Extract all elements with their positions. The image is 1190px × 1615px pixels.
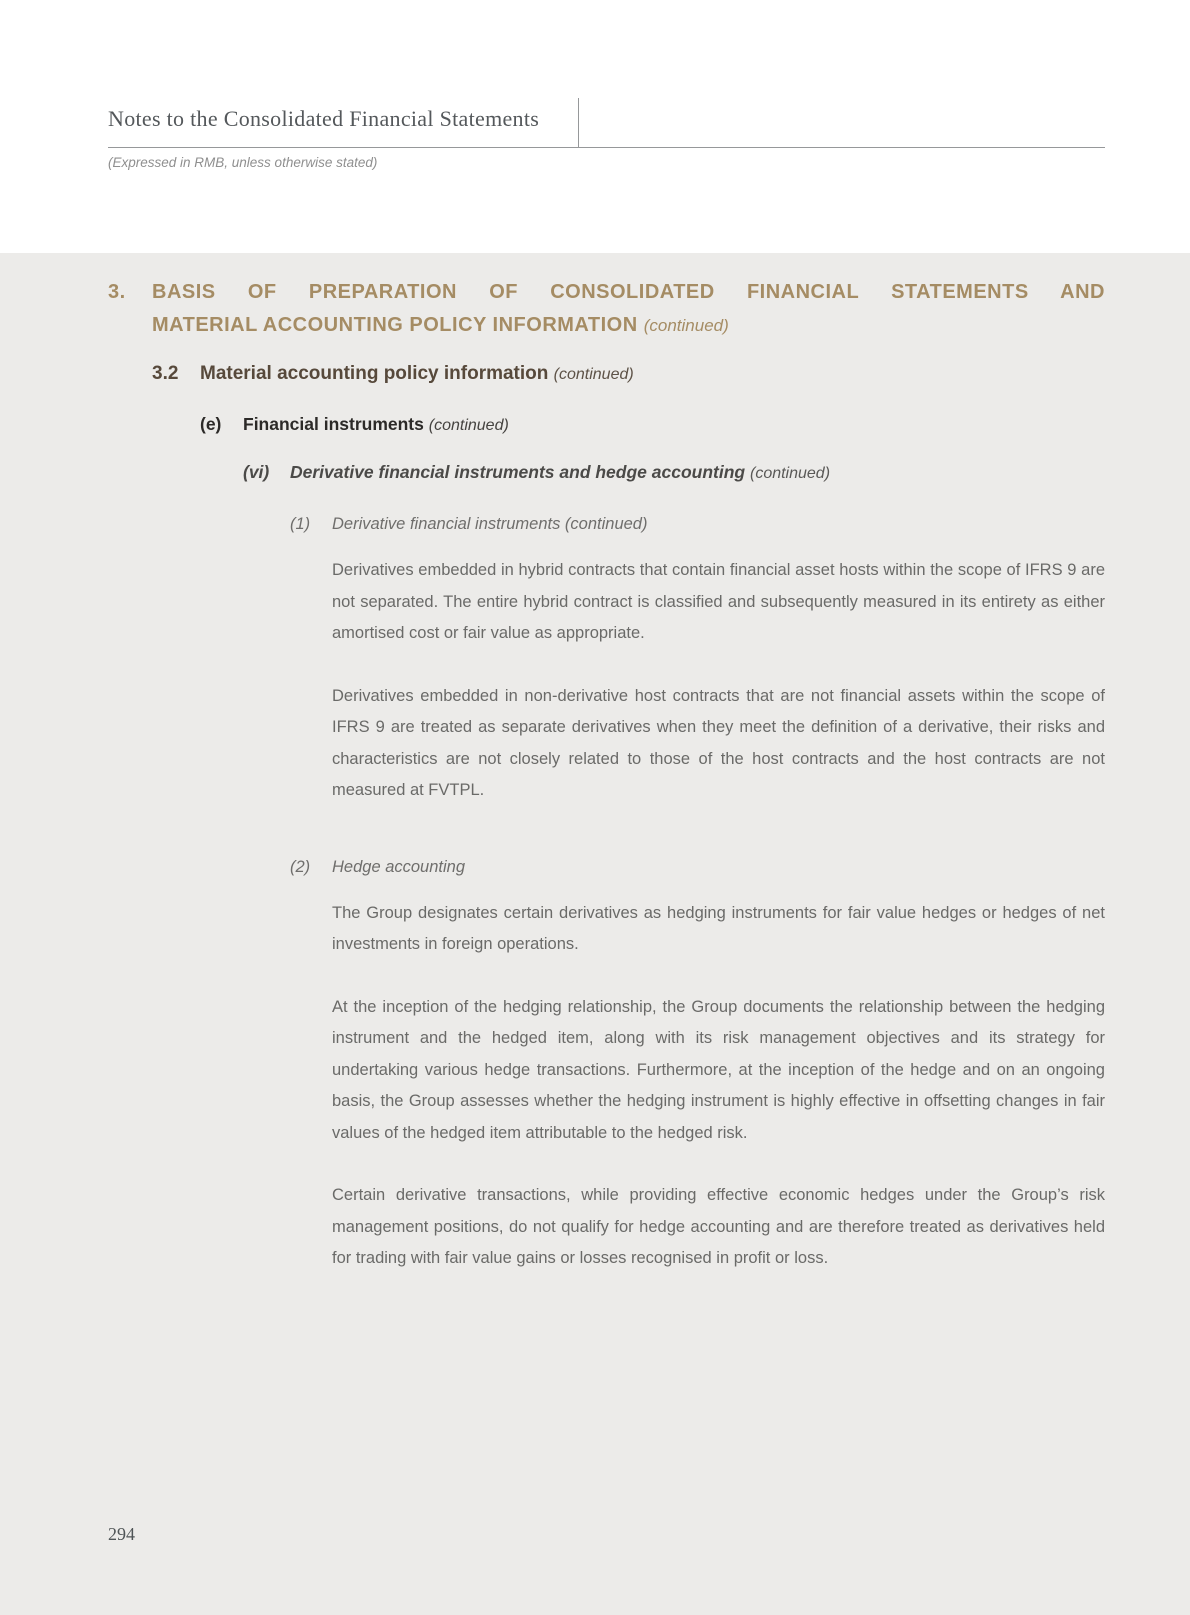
item-vi-continued-label: (continued) [749,465,831,482]
section-title-line2-text: MATERIAL ACCOUNTING POLICY INFORMATION [152,314,638,336]
content-column [108,253,1105,1275]
paragraph: The Group designates certain derivatives as hedging instruments for fair value hedges or hedges of net investments in foreign operations. [332,903,1105,953]
subsection-title-text: Material accounting policy information [200,363,549,384]
document-subtitle: (Expressed in RMB, unless otherwise stated) [108,155,378,170]
item-vi-title-text: Derivative financial instruments and hedge accounting [290,462,746,482]
item-2-heading [290,855,1105,879]
subsection-3-2-heading [152,361,1105,388]
section-number: 3. [108,281,126,303]
subsection-continued-label: (continued) [553,366,634,383]
section-continued-label: (continued) [643,316,729,335]
item-1-heading [290,512,1105,536]
item-e-heading [200,412,1105,438]
item-vi-heading [243,460,1105,486]
item-vi-label: (vi) [243,462,270,482]
item-e-continued-label: (continued) [428,417,509,434]
item-2-label: (2) [290,857,311,876]
item-1-title: Derivative financial instruments (continued) [332,515,648,533]
item-e-label: (e) [200,414,222,434]
paragraph: At the inception of the hedging relationship, the Group documents the relationship between the hedging instrument and the hedged item, along with its risk management objectives and its strategy for undertaking various hedge transactions. Furthermore, at the inception of the hedge and on an ongoing basis, the Group assesses whether the hedging instrument is highly effective in offsetting changes in fair values of the hedged item attributable to the hedged risk. [332,997,1105,1142]
item-1-label: (1) [290,515,311,533]
paragraph: Certain derivative transactions, while providing effective economic hedges under the Group’s risk management positions, do not qualify for hedge accounting and are therefore treated as derivatives held for trading with fair value gains or losses recognised in profit or loss. [332,1186,1105,1267]
header-vertical-divider [578,98,579,147]
paragraph: Derivatives embedded in non-derivative host contracts that are not financial assets within the scope of IFRS 9 are treated as separate derivatives when they meet the definition of a derivative, their risks and characteristics are not closely related to those of the host contracts and the host contracts are not measured at FVTPL. [332,686,1105,799]
content-area [0,253,1190,1615]
section-title-line1: BASIS OF PREPARATION OF CONSOLIDATED FINANCIAL STATEMENTS AND [152,281,1105,303]
subsection-number: 3.2 [152,363,179,384]
item-e-title-text: Financial instruments [243,414,424,434]
item-e-title [243,412,1105,438]
item-2-title: Hedge accounting [332,857,466,876]
document-title: Notes to the Consolidated Financial Statements [108,106,540,131]
subsection-title [200,361,1105,388]
page-number: 294 [108,1524,135,1544]
paragraph: Derivatives embedded in hybrid contracts that contain financial asset hosts within the scope of IFRS 9 are not separated. The entire hybrid contract is classified and subsequently measured in its entirety as either amortised cost or fair value as appropriate. [332,561,1105,642]
item-vi-title [290,460,1105,486]
header-horizontal-rule [108,147,1105,148]
section-title [152,276,1105,342]
section-3-heading [108,276,1105,342]
section-title-line2 [152,309,1105,342]
